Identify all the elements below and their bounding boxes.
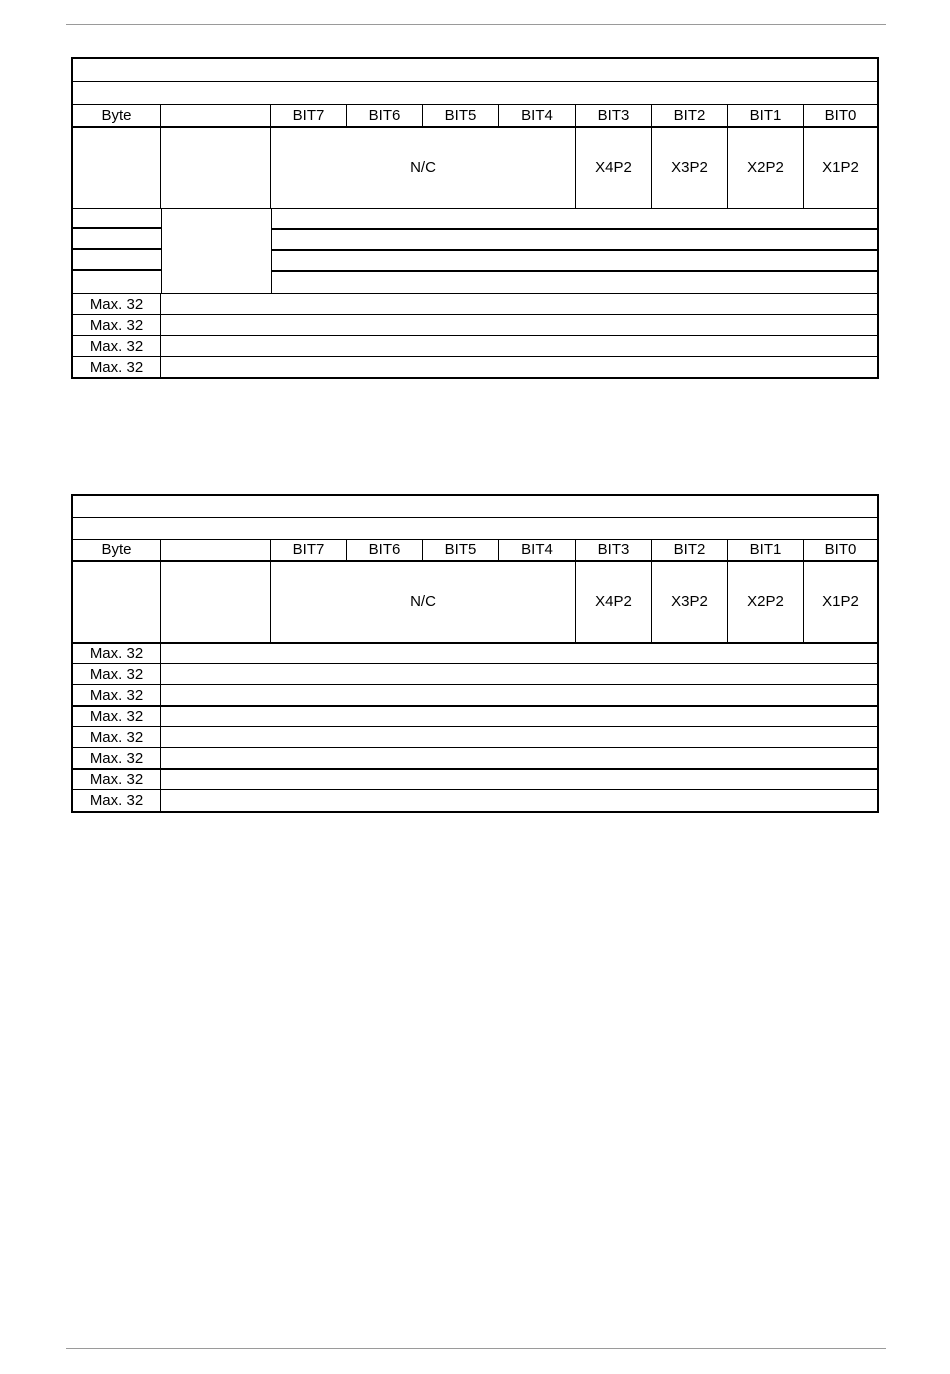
bit5-header: BIT5 [423, 104, 499, 126]
bit4-header: BIT4 [499, 104, 576, 126]
x3p2-cell: X3P2 [652, 126, 728, 208]
register-table-1 [71, 57, 879, 379]
row-label: Max. 32 [73, 770, 161, 789]
register-table-2 [71, 494, 879, 813]
bit7-header: BIT7 [271, 104, 347, 126]
header-row [73, 539, 877, 562]
title-strip [73, 496, 877, 518]
x1p2-cell: X1P2 [822, 592, 859, 610]
nc-cell: N/C [271, 560, 576, 642]
x3p2-cell: X3P2 [652, 560, 728, 642]
byte-cell [73, 560, 161, 642]
name-header [161, 104, 271, 126]
row-label: Max. 32 [73, 685, 161, 705]
byte-segment-1 [73, 227, 161, 229]
bit0-header: BIT0 [824, 106, 857, 124]
table-row [73, 684, 877, 705]
row-label: Max. 32 [73, 727, 161, 747]
row-label: Max. 32 [73, 294, 161, 314]
top-rule [66, 24, 886, 25]
nc-cell: N/C [271, 126, 576, 208]
table-row [73, 726, 877, 747]
table-row [73, 768, 877, 789]
table-row [73, 747, 877, 768]
bit7-header: BIT7 [271, 539, 347, 560]
row-label: Max. 32 [73, 315, 161, 335]
bit1-header: BIT1 [728, 539, 804, 560]
row-label: Max. 32 [73, 748, 161, 768]
x2p2-cell: X2P2 [728, 560, 804, 642]
row-label: Max. 32 [73, 644, 161, 663]
bit2-header: BIT2 [652, 104, 728, 126]
byte-header: Byte [73, 104, 161, 126]
row-label: Max. 32 [73, 707, 161, 726]
x2p2-cell: X2P2 [728, 126, 804, 208]
table-row [73, 314, 877, 335]
byte-header: Byte [73, 539, 161, 560]
byte-cell [73, 126, 161, 208]
byte-segment-2 [73, 248, 161, 250]
byte-segment-3 [73, 269, 161, 271]
bit1-header: BIT1 [728, 104, 804, 126]
title-strip [73, 59, 877, 82]
x4p2-cell: X4P2 [576, 560, 652, 642]
table-row [73, 293, 877, 314]
bit-assignment-row [73, 560, 877, 642]
x4p2-cell: X4P2 [576, 126, 652, 208]
table-row [73, 663, 877, 684]
table-row [73, 642, 877, 663]
row-label: Max. 32 [73, 664, 161, 684]
bit-segment-1 [271, 228, 877, 230]
bit6-header: BIT6 [347, 104, 423, 126]
row-label: Max. 32 [73, 790, 161, 811]
header-row [73, 104, 877, 128]
table-row [73, 705, 877, 726]
row-label: Max. 32 [73, 336, 161, 356]
table-row [73, 335, 877, 356]
bottom-rule [66, 1348, 886, 1349]
name-header [161, 539, 271, 560]
bit3-header: BIT3 [576, 104, 652, 126]
name-cell [161, 560, 271, 642]
bit-segment-3 [271, 270, 877, 272]
table-row [73, 789, 877, 811]
bit-segment-2 [271, 249, 877, 251]
bit0-header: BIT0 [824, 541, 857, 558]
table-row [73, 356, 877, 377]
bit4-header: BIT4 [499, 539, 576, 560]
parameter-block [73, 208, 877, 293]
bit5-header: BIT5 [423, 539, 499, 560]
bit2-header: BIT2 [652, 539, 728, 560]
x1p2-cell: X1P2 [822, 158, 859, 176]
row-label: Max. 32 [73, 357, 161, 377]
bit3-header: BIT3 [576, 539, 652, 560]
subtitle-strip [73, 517, 877, 540]
subtitle-strip [73, 81, 877, 105]
block-divider-left [161, 208, 162, 293]
name-cell [161, 126, 271, 208]
bit-assignment-row [73, 126, 877, 209]
bit6-header: BIT6 [347, 539, 423, 560]
